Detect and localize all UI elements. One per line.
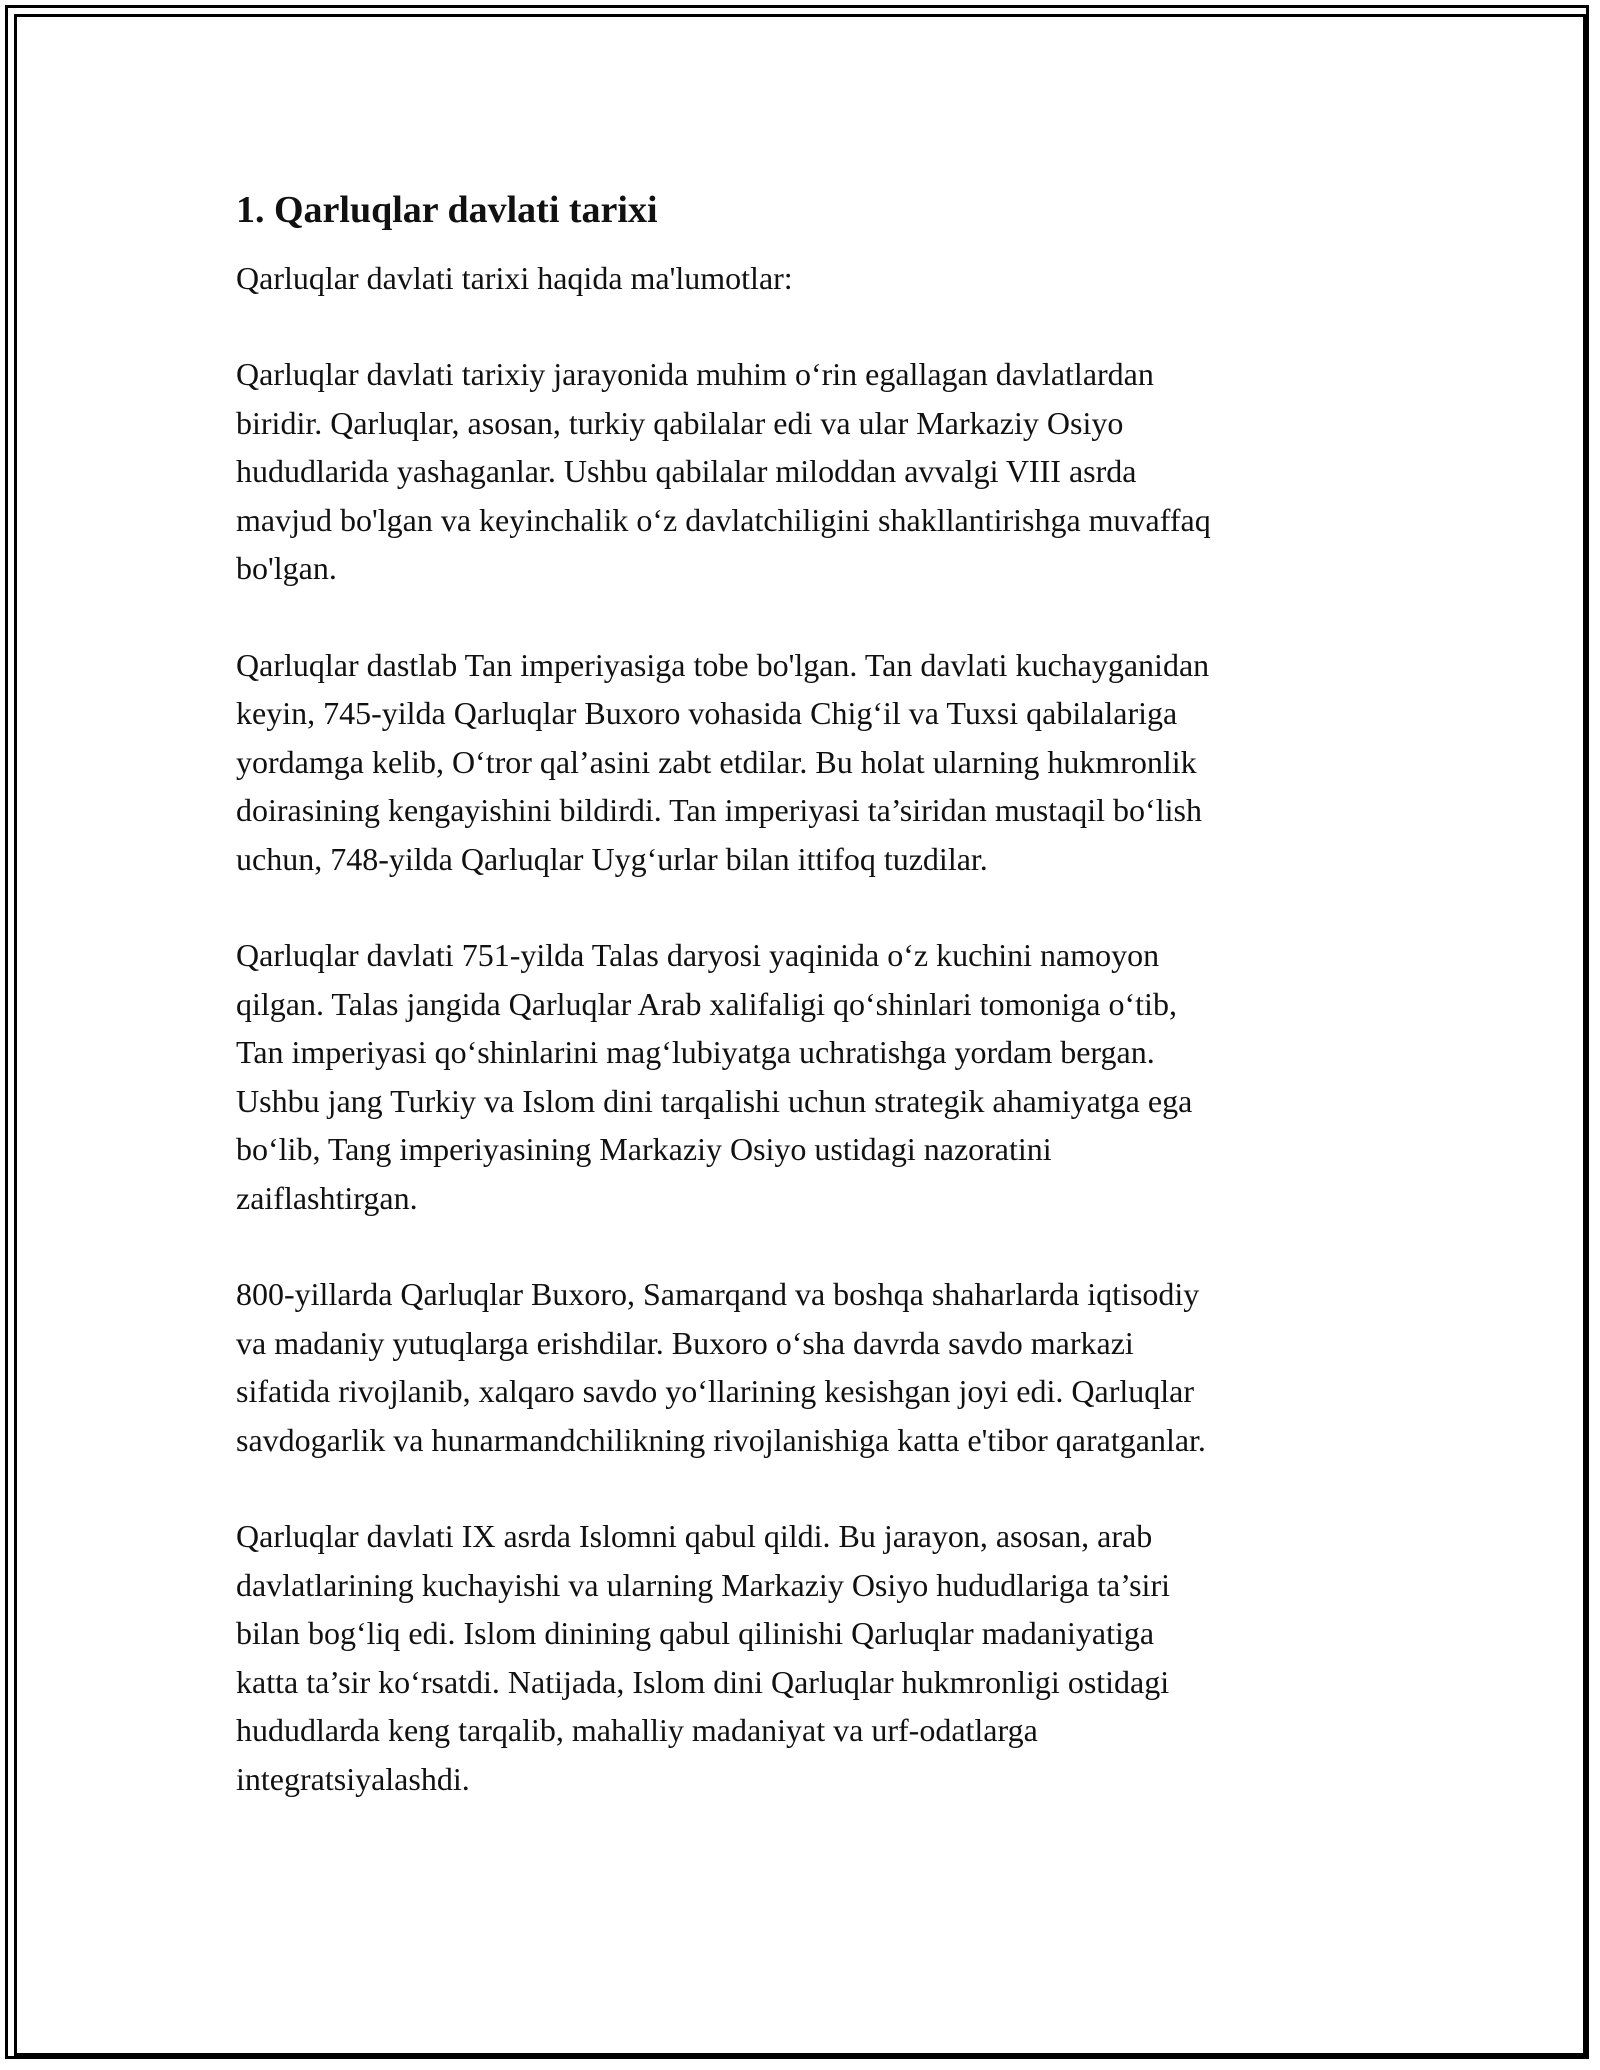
paragraph-line: Qarluqlar dastlab Tan imperiyasiga tobe bo'lgan. Tan davlati kuchayganidan <box>236 646 1210 683</box>
paragraph-5 <box>236 1512 1376 1803</box>
paragraph-line: bo‘lib, Tang imperiyasining Markaziy Osiyo ustidagi nazoratini <box>236 1131 1052 1167</box>
paragraph-line: biridir. Qarluqlar, asosan, turkiy qabilalar edi va ular Markaziy Osiyo <box>236 404 1124 441</box>
paragraph-line: Qarluqlar davlati IX asrda Islomni qabul qildi. Bu jarayon, asosan, arab <box>236 1518 1153 1554</box>
paragraph-line: katta ta’sir ko‘rsatdi. Natijada, Islom dini Qarluqlar hukmronligi ostidagi <box>236 1663 1170 1700</box>
paragraph-line: keyin, 745-yilda Qarluqlar Buxoro vohasida Chig‘il va Tuxsi qabilalariga <box>236 695 1178 731</box>
paragraph-line: 800-yillarda Qarluqlar Buxoro, Samarqand va boshqa shaharlarda iqtisodiy <box>236 1276 1200 1312</box>
paragraph-line: bo'lgan. <box>236 550 337 586</box>
paragraph-line: hududlarda keng tarqalib, mahalliy madaniyat va urf-odatlarga <box>236 1712 1038 1748</box>
paragraph-line: uchun, 748-yilda Qarluqlar Uyg‘urlar bilan ittifoq tuzdilar. <box>236 840 988 877</box>
paragraph-line: davlatlarining kuchayishi va ularning Markaziy Osiyo hududlariga ta’siri <box>236 1566 1170 1603</box>
paragraph-line: zaiflashtirgan. <box>236 1179 418 1216</box>
paragraph-line: savdogarlik va hunarmandchilikning rivojlanishiga katta e'tibor qaratganlar. <box>236 1421 1206 1458</box>
paragraph-line: va madaniy yutuqlarga erishdilar. Buxoro o‘sha davrda savdo markazi <box>236 1324 1134 1361</box>
paragraph-line: mavjud bo'lgan va keyinchalik o‘z davlatchiligini shakllantirishga muvaffaq <box>236 501 1211 538</box>
paragraph-line: sifatida rivojlanib, xalqaro savdo yo‘llarining kesishgan joyi edi. Qarluqlar <box>236 1373 1194 1409</box>
paragraph-4 <box>236 1270 1376 1464</box>
paragraph-line: Qarluqlar davlati 751-yilda Talas daryosi yaqinida o‘z kuchini namoyon <box>236 937 1160 973</box>
intro-text: Qarluqlar davlati tarixi haqida ma'lumotlar: <box>236 260 793 296</box>
paragraph-1 <box>236 350 1376 593</box>
paragraph-line: integratsiyalashdi. <box>236 1760 470 1797</box>
document-page <box>236 186 1376 1851</box>
paragraph-line: hududlarida yashaganlar. Ushbu qabilalar miloddan avvalgi VIII asrda <box>236 453 1137 489</box>
paragraph-2 <box>236 641 1376 884</box>
section-heading: 1. Qarluqlar davlati tarixi <box>236 189 658 231</box>
paragraph-line: Ushbu jang Turkiy va Islom dini tarqalishi uchun strategik ahamiyatga ega <box>236 1082 1193 1119</box>
paragraph-line: doirasining kengayishini bildirdi. Tan imperiyasi ta’siridan mustaqil bo‘lish <box>236 792 1202 828</box>
paragraph-line: qilgan. Talas jangida Qarluqlar Arab xalifaligi qo‘shinlari tomoniga o‘tib, <box>236 985 1177 1022</box>
paragraph-3 <box>236 931 1376 1222</box>
paragraph-line: Qarluqlar davlati tarixiy jarayonida muhim o‘rin egallagan davlatlardan <box>236 356 1154 392</box>
paragraph-line: yordamga kelib, O‘tror qal’asini zabt etdilar. Bu holat ularning hukmronlik <box>236 743 1197 780</box>
paragraph-line: bilan bog‘liq edi. Islom dinining qabul qilinishi Qarluqlar madaniyatiga <box>236 1615 1155 1651</box>
paragraph-line: Tan imperiyasi qo‘shinlarini mag‘lubiyatga uchratishga yordam bergan. <box>236 1034 1155 1070</box>
